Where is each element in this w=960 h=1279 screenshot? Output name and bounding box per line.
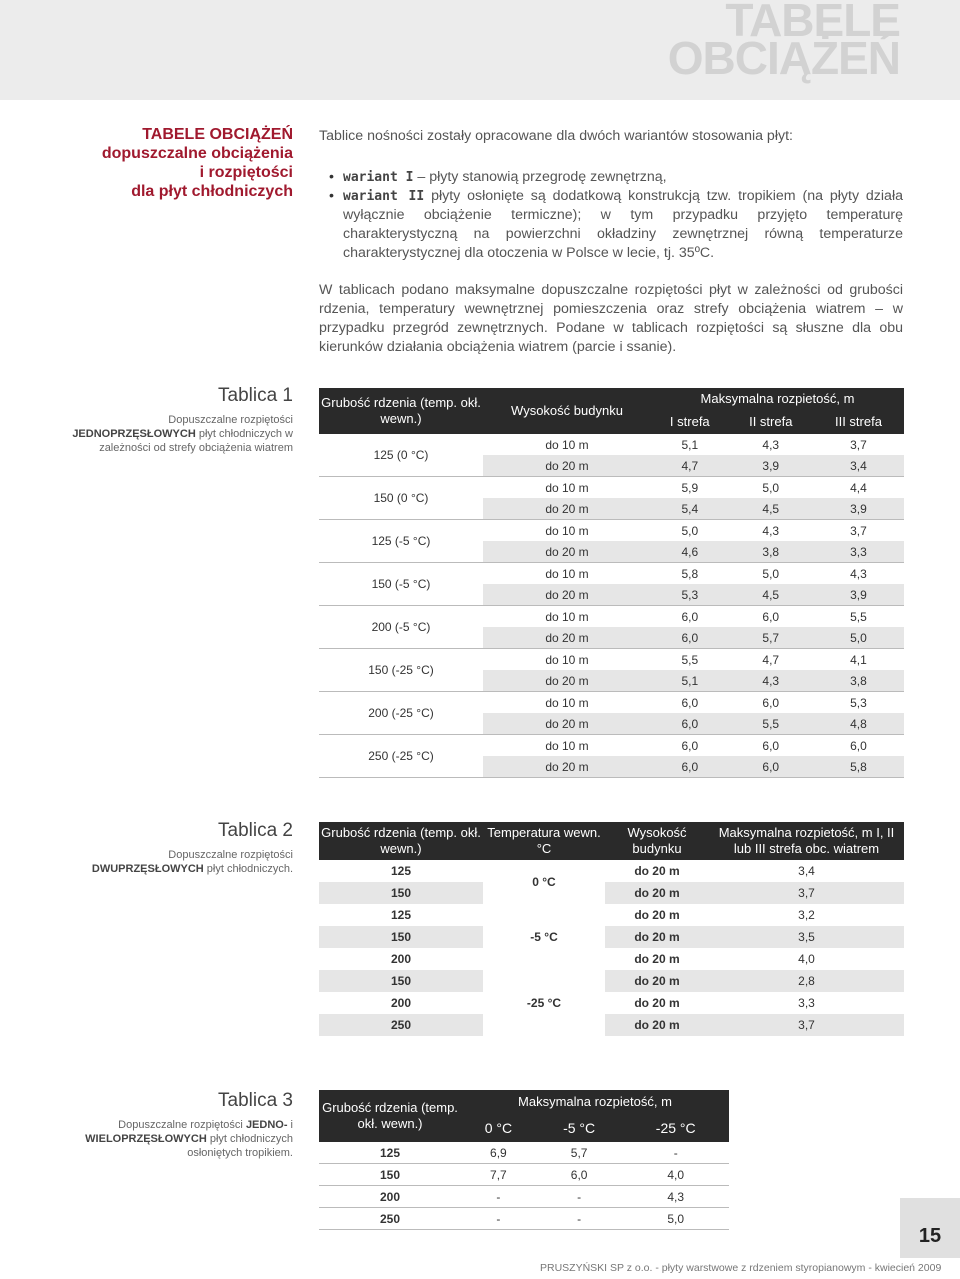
table3-caption-block — [40, 1090, 293, 1160]
table1-thickness-cell: 150 (-25 °C) — [319, 649, 483, 692]
table3-description — [40, 1118, 293, 1160]
table1-value-cell: 4,3 — [729, 670, 813, 692]
table2-temp-cell: 0 °C — [532, 875, 556, 889]
table1-row — [319, 520, 904, 542]
table3-thickness-cell: 200 — [319, 1186, 461, 1208]
table3-caption: Tablica 3 — [218, 1090, 293, 1111]
variant-1-text: – płyty stanowią przegrodę zewnętrzną, — [413, 169, 667, 185]
table3-thickness-cell: 125 — [319, 1142, 461, 1164]
table3-thickness-cell: 150 — [319, 1164, 461, 1186]
table1-value-cell: 4,7 — [762, 652, 780, 667]
table3-value-cell: - — [461, 1186, 536, 1208]
table1-height-cell: do 10 m — [545, 566, 589, 581]
table1-height-cell: do 20 m — [483, 627, 651, 649]
footer-text: PRUSZYŃSKI SP z o.o. - płyty warstwowe z rdzeniem styropianowym - kwiecień 2009 — [540, 1262, 942, 1274]
table1-value-cell: 6,0 — [681, 609, 699, 624]
table1-value-cell: 5,0 — [762, 480, 780, 495]
table2-row — [319, 948, 904, 970]
table2-temp-cell: -25 °C — [526, 996, 562, 1010]
table1-desc-pre: Dopuszczalne rozpiętości — [168, 414, 293, 426]
table2-value-cell: 3,2 — [798, 908, 815, 922]
table2-row — [319, 992, 904, 1014]
table1-value-cell: 6,0 — [651, 713, 729, 735]
table1-value-cell: 4,1 — [850, 652, 867, 667]
table1-height-cell: do 10 m — [545, 523, 589, 538]
table1-row — [319, 477, 904, 499]
table1-thickness-cell: 200 (-5 °C) — [319, 606, 483, 649]
table1-value-cell: 5,3 — [651, 584, 729, 606]
intro-paragraph-1: Tablice nośności zostały opracowane dla dwóch wariantów stosowania płyt: — [319, 128, 793, 144]
table1-value-cell: 6,0 — [681, 695, 699, 710]
table2-value-cell: 3,4 — [798, 864, 815, 878]
table1-row — [319, 434, 904, 455]
table1-height-cell: do 20 m — [483, 756, 651, 778]
table1-value-cell: 4,6 — [651, 541, 729, 563]
table1-value-cell: 4,7 — [651, 455, 729, 477]
table1-caption: Tablica 1 — [218, 385, 293, 406]
table1-value-cell: 4,5 — [729, 498, 813, 520]
table2-caption: Tablica 2 — [218, 820, 293, 841]
table1-value-cell: 3,8 — [813, 670, 904, 692]
table1-desc-bold: JEDNOPRZĘSŁOWYCH — [72, 428, 196, 440]
table2-value-cell: 3,7 — [709, 882, 904, 904]
table1-height-cell: do 10 m — [545, 609, 589, 624]
table2-thickness-cell: 150 — [319, 926, 483, 948]
section-title-line1: TABELE OBCIĄŻEŃ — [142, 126, 293, 143]
table2 — [319, 822, 904, 1036]
table1-value-cell: 5,5 — [729, 713, 813, 735]
table1-value-cell: 3,7 — [850, 437, 867, 452]
section-title-line2: dopuszczalne obciążenia — [101, 145, 293, 162]
table1-value-cell: 5,5 — [681, 652, 699, 667]
table1-height-cell: do 20 m — [483, 670, 651, 692]
table2-value-cell: 4,0 — [798, 952, 815, 966]
table1-value-cell: 6,0 — [651, 627, 729, 649]
table1-body — [319, 434, 904, 778]
table2-thickness-cell: 125 — [390, 864, 412, 878]
intro-paragraph-2: W tablicach podano maksymalne dopuszczalne rozpiętości płyt w zależności od grubości rdzenia, temperatury wewnętrznej pomieszczenia oraz strefy obciążenia wiatrem – w przypadku przegród zewnętrznych. Podane w tablicach rozpiętości są słuszne dla obu kierunków działania obciążenia wiatrem (parcie i ssanie). — [319, 282, 903, 355]
intro-text — [319, 127, 903, 357]
table2-thickness-cell: 150 — [319, 882, 483, 904]
table1-height-cell: do 10 m — [545, 738, 589, 753]
table3-header-thickness: Grubość rdzenia (temp. okł. wewn.) — [319, 1090, 461, 1142]
variant-2-text: płyty osłonięte są dodatkową konstrukcją tzw. tropikiem (na płyty działa wyłącznie obciążenie termiczne); w tym przypadku przyjęto temperaturę charakterystyczną na powierzchni okładziny zewnętrznej równą temperaturze charakterystycznej dla otoczenia w Polsce w lecie, tj. 35ºC. — [343, 188, 903, 261]
table1-value-cell: 3,4 — [813, 455, 904, 477]
table1-header-height: Wysokość budynku — [483, 388, 651, 434]
table3-row — [319, 1186, 729, 1208]
table1-height-cell: do 20 m — [483, 455, 651, 477]
table2-thickness-cell: 250 — [319, 1014, 483, 1036]
table2-description — [40, 848, 293, 876]
table2-row — [319, 970, 904, 992]
table2-height-cell: do 20 m — [634, 952, 680, 966]
table3-header-t2: -5 °C — [536, 1115, 623, 1142]
table2-header-max: Maksymalna rozpietość, m I, II lub III strefa obc. wiatrem — [709, 822, 904, 860]
table3 — [319, 1090, 729, 1230]
table1-row — [319, 563, 904, 585]
table1-value-cell: 4,5 — [729, 584, 813, 606]
table2-height-cell: do 20 m — [605, 970, 709, 992]
table3-value-cell: 5,7 — [536, 1142, 623, 1164]
table1-value-cell: 5,0 — [762, 566, 780, 581]
table1-value-cell: 5,4 — [651, 498, 729, 520]
table1-thickness-cell: 250 (-25 °C) — [319, 735, 483, 778]
table1-header-zone1: I strefa — [651, 410, 729, 434]
table1-value-cell: 6,0 — [762, 695, 780, 710]
table1-value-cell: 5,1 — [651, 670, 729, 692]
table3-value-cell: 6,9 — [461, 1142, 536, 1164]
table3-header-t3: -25 °C — [622, 1115, 729, 1142]
variant-1-item — [319, 168, 903, 187]
table2-value-cell: 3,7 — [709, 1014, 904, 1036]
table1-value-cell: 3,3 — [813, 541, 904, 563]
table1-height-cell: do 10 m — [545, 437, 589, 452]
table2-height-cell: do 20 m — [605, 926, 709, 948]
table3-body — [319, 1142, 729, 1230]
table2-body — [319, 860, 904, 1036]
section-title-line3: i rozpiętości — [199, 164, 293, 181]
table1-row — [319, 649, 904, 671]
table1-value-cell: 5,1 — [681, 437, 699, 452]
table3-value-cell: 6,0 — [536, 1164, 623, 1186]
table1-value-cell: 5,5 — [850, 609, 867, 624]
table1-value-cell: 3,9 — [813, 498, 904, 520]
watermark-line1: TABELE — [725, 0, 900, 46]
table2-desc-post: płyt chłodniczych. — [203, 863, 293, 875]
table2-row — [319, 882, 904, 904]
table1-caption-block — [40, 385, 293, 455]
table3-value-cell: 7,7 — [461, 1164, 536, 1186]
table2-height-cell: do 20 m — [605, 882, 709, 904]
table1-value-cell: 5,9 — [681, 480, 699, 495]
table1-thickness-cell: 125 (-5 °C) — [319, 520, 483, 563]
table3-value-cell: - — [536, 1208, 623, 1230]
table1-value-cell: 6,0 — [729, 756, 813, 778]
table2-row — [319, 904, 904, 926]
table1-row — [319, 735, 904, 757]
table1-value-cell: 5,0 — [681, 523, 699, 538]
table1 — [319, 388, 904, 778]
table1-value-cell: 6,0 — [850, 738, 867, 753]
table2-height-cell: do 20 m — [634, 864, 680, 878]
table1-value-cell: 4,4 — [850, 480, 867, 495]
table1-row — [319, 692, 904, 714]
table1-thickness-cell: 200 (-25 °C) — [319, 692, 483, 735]
table1-value-cell: 4,3 — [850, 566, 867, 581]
variant-2-item — [319, 187, 903, 263]
table2-row — [319, 926, 904, 948]
table1-height-cell: do 20 m — [483, 713, 651, 735]
table3-desc-pre: Dopuszczalne rozpiętości — [118, 1119, 243, 1131]
table1-height-cell: do 20 m — [483, 584, 651, 606]
table1-height-cell: do 10 m — [545, 652, 589, 667]
table1-value-cell: 5,3 — [850, 695, 867, 710]
table2-value-cell: 3,3 — [798, 996, 815, 1010]
table2-thickness-cell: 125 — [390, 908, 412, 922]
table1-value-cell: 4,3 — [762, 523, 780, 538]
table3-desc-bold2: WIELOPRZĘSŁOWYCH — [85, 1133, 207, 1145]
table2-desc-pre: Dopuszczalne rozpiętości — [168, 849, 293, 861]
table3-value-cell: 4,3 — [622, 1186, 729, 1208]
table1-header-zone2: II strefa — [729, 410, 813, 434]
table3-value-cell: - — [461, 1208, 536, 1230]
table2-height-cell: do 20 m — [605, 1014, 709, 1036]
table3-value-cell: - — [536, 1186, 623, 1208]
table3-value-cell: - — [622, 1142, 729, 1164]
table2-header-temp: Temperatura wewn. °C — [483, 822, 605, 860]
table1-value-cell: 6,0 — [651, 756, 729, 778]
table1-value-cell: 5,7 — [729, 627, 813, 649]
table2-value-cell: 2,8 — [709, 970, 904, 992]
table2-thickness-cell: 200 — [390, 996, 412, 1010]
table1-thickness-cell: 150 (0 °C) — [319, 477, 483, 520]
variant-1-label: wariant I — [343, 170, 414, 185]
table2-row — [319, 1014, 904, 1036]
table1-value-cell: 6,0 — [762, 609, 780, 624]
table2-desc-bold: DWUPRZĘSŁOWYCH — [91, 863, 204, 875]
table1-height-cell: do 20 m — [483, 498, 651, 520]
table1-thickness-cell: 125 (0 °C) — [319, 434, 483, 477]
table1-desc-post: płyt chłodniczych w zależności od strefy obciążenia wiatrem — [99, 428, 293, 454]
table1-value-cell: 3,8 — [729, 541, 813, 563]
watermark-line2: OBCIĄŻEŃ — [667, 32, 900, 84]
table3-desc-bold1: JEDNO- — [245, 1119, 288, 1131]
table1-height-cell: do 20 m — [483, 541, 651, 563]
table3-row — [319, 1164, 729, 1186]
table3-thickness-cell: 250 — [319, 1208, 461, 1230]
table1-value-cell: 5,0 — [813, 627, 904, 649]
table1-height-cell: do 10 m — [545, 480, 589, 495]
table3-value-cell: 4,0 — [622, 1164, 729, 1186]
table3-value-cell: 5,0 — [622, 1208, 729, 1230]
section-title — [40, 125, 293, 201]
page-number: 15 — [900, 1198, 960, 1258]
table1-header-zone3: III strefa — [813, 410, 904, 434]
table2-height-cell: do 20 m — [634, 908, 680, 922]
table3-desc-mid: i — [287, 1119, 293, 1131]
variant-2-label: wariant II — [343, 189, 425, 204]
table2-thickness-cell: 200 — [390, 952, 412, 966]
table3-header-t1: 0 °C — [461, 1115, 536, 1142]
table1-value-cell: 5,8 — [813, 756, 904, 778]
table2-value-cell: 3,5 — [709, 926, 904, 948]
table2-header-height: Wysokość budynku — [605, 822, 709, 860]
table2-thickness-cell: 150 — [319, 970, 483, 992]
table1-value-cell: 5,8 — [681, 566, 699, 581]
table3-header-max: Maksymalna rozpietość, m — [461, 1090, 729, 1115]
table1-value-cell: 3,7 — [850, 523, 867, 538]
table1-value-cell: 4,8 — [813, 713, 904, 735]
table2-height-cell: do 20 m — [634, 996, 680, 1010]
table3-row — [319, 1208, 729, 1230]
table2-temp-cell: -5 °C — [530, 930, 558, 944]
table1-value-cell: 3,9 — [813, 584, 904, 606]
table3-row — [319, 1142, 729, 1164]
table1-header-thickness: Grubość rdzenia (temp. okł. wewn.) — [319, 388, 483, 434]
table3-desc-post: płyt chłodniczych osłoniętych tropikiem. — [187, 1133, 293, 1159]
table1-value-cell: 3,9 — [729, 455, 813, 477]
table2-header-thickness: Grubość rdzenia (temp. okł. wewn.) — [319, 822, 483, 860]
table2-row — [319, 860, 904, 882]
table1-value-cell: 6,0 — [762, 738, 780, 753]
table1-thickness-cell: 150 (-5 °C) — [319, 563, 483, 606]
table1-header-max: Maksymalna rozpietość, m — [651, 388, 904, 410]
table1-value-cell: 4,3 — [762, 437, 780, 452]
table1-description — [40, 413, 293, 455]
table1-height-cell: do 10 m — [545, 695, 589, 710]
table1-row — [319, 606, 904, 628]
table1-value-cell: 6,0 — [681, 738, 699, 753]
section-title-line4: dla płyt chłodniczych — [131, 183, 293, 200]
variant-list — [319, 168, 903, 263]
table2-caption-block — [40, 820, 293, 876]
